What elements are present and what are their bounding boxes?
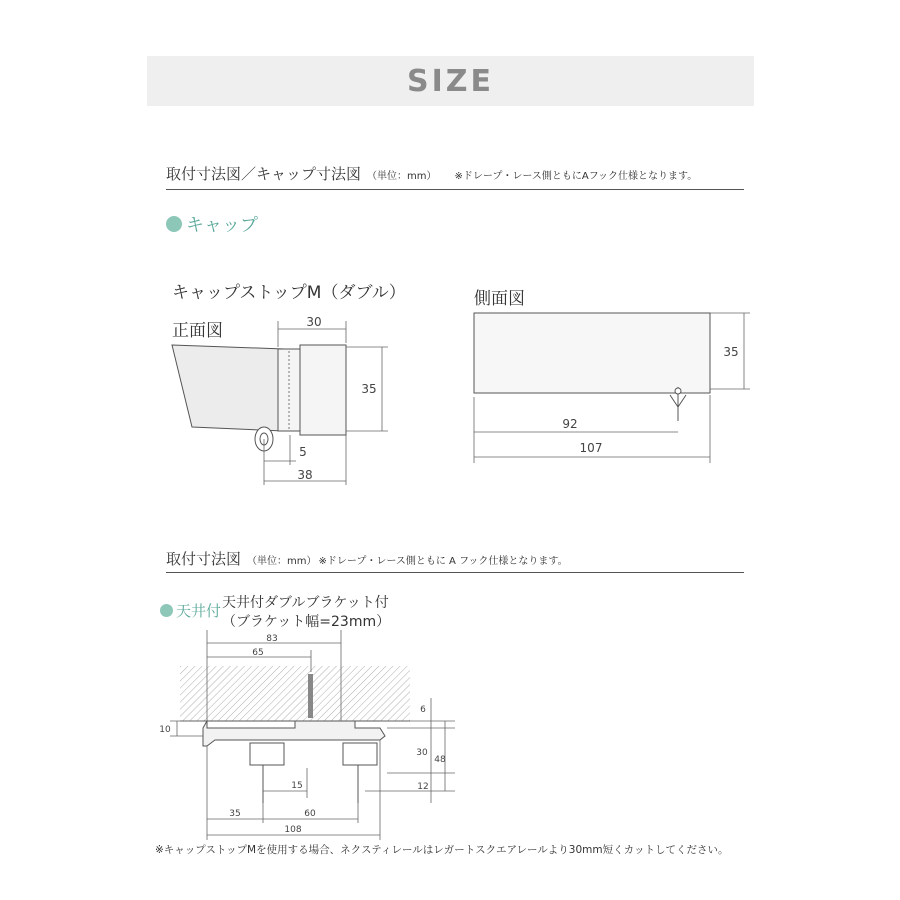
dim-65: 65 (252, 648, 264, 658)
runner-right (343, 743, 377, 765)
section2-note: ※ドレープ・レース側ともに A フック仕様となります。 (318, 556, 568, 567)
bracket-diagram (155, 628, 475, 843)
dim-35-bottom: 35 (229, 809, 241, 819)
section2-unit: （単位：mm） (247, 556, 317, 567)
ceiling-label-text: 天井付 (176, 602, 222, 620)
cap-label (166, 211, 258, 237)
side-view-title: 側面図 (474, 289, 525, 309)
dim-30: 30 (416, 748, 428, 758)
dim-35-side: 35 (723, 345, 739, 359)
dim-48: 48 (434, 755, 446, 765)
ceiling-label (160, 600, 221, 621)
dim-107: 107 (579, 441, 603, 455)
cap-label-text: キャップ (186, 215, 258, 236)
screw-icon (308, 674, 313, 718)
section2-header (166, 548, 744, 573)
dim-6: 6 (420, 705, 426, 715)
dim-108: 108 (284, 825, 302, 835)
dim-12: 12 (417, 782, 429, 792)
cap-inner (278, 349, 300, 431)
cap-outer (300, 345, 346, 435)
dim-38: 38 (297, 468, 313, 482)
ceiling-dot-icon (160, 604, 173, 617)
bracket-title-2: （ブラケット幅=23mm） (222, 614, 391, 630)
front-view-diagram (160, 315, 400, 495)
dim-15: 15 (291, 781, 303, 791)
size-title: SIZE (406, 63, 494, 99)
product-title: キャップストップM（ダブル） (172, 283, 406, 303)
dim-83: 83 (266, 634, 278, 644)
footer-note: ※キャップストップMを使用する場合、ネクスティレールはレガートスクエアレールより30mm短くカットしてください。 (155, 844, 729, 856)
side-body (474, 313, 710, 393)
front-view-title: 正面図 (172, 321, 223, 341)
section1-note: ※ドレープ・レース側ともにAフック仕様となります。 (454, 171, 698, 182)
ceiling-hatch (180, 666, 410, 721)
dim-60: 60 (304, 809, 316, 819)
size-banner (147, 56, 754, 106)
dim-30-top: 30 (306, 315, 322, 329)
bracket-title-1: 天井付ダブルブラケット付 (222, 595, 389, 611)
side-view-diagram (465, 305, 765, 465)
dim-35-front: 35 (361, 382, 377, 396)
runner-left (250, 743, 284, 765)
section2-heading: 取付寸法図 (166, 550, 242, 568)
dim-5: 5 (299, 445, 307, 459)
section1-heading: 取付寸法図／キャップ寸法図 (166, 165, 362, 183)
bracket-body (203, 721, 385, 746)
hook-ring (675, 388, 681, 394)
section1-unit: （単位：mm） (367, 171, 437, 182)
cap-dot-icon (166, 216, 182, 232)
rail-body (172, 345, 284, 431)
dim-92: 92 (562, 417, 578, 431)
section1-header (166, 163, 744, 190)
dim-10: 10 (159, 725, 171, 735)
